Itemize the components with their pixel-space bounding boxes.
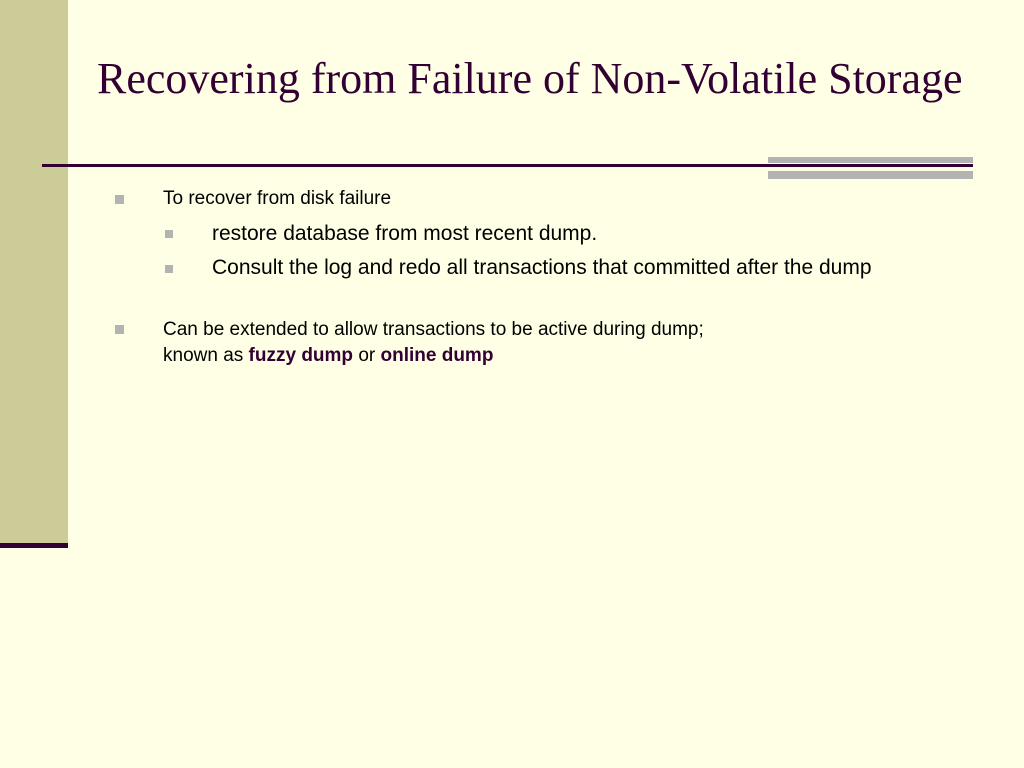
bullet-line-extended: Can be extended to allow transactions to be active during dump; <box>163 319 704 340</box>
bullet-line-known-as <box>163 343 923 369</box>
bullet-square-icon <box>115 325 124 334</box>
accent-bar-bottom <box>768 171 973 179</box>
sub-bullet-square-icon <box>165 265 173 273</box>
title-accent-bars <box>768 157 973 179</box>
sub-bullet-text-consult-log: Consult the log and redo all transactions that committed after the dump <box>212 256 872 279</box>
sub-bullet-square-icon <box>165 230 173 238</box>
bullet-text-fuzzy-dump <box>163 317 923 369</box>
bullet-square-icon <box>115 195 124 204</box>
left-decorative-band <box>0 0 68 547</box>
left-band-rule <box>0 543 68 548</box>
accent-bar-top <box>768 157 973 163</box>
emphasis-online-dump: online dump <box>380 345 494 366</box>
bullet-text-disk-failure: To recover from disk failure <box>163 188 392 209</box>
known-as-prefix: known as <box>163 345 249 366</box>
known-as-or: or <box>353 345 381 366</box>
slide-title: Recovering from Failure of Non-Volatile Storage <box>97 54 963 103</box>
sub-bullet-text-restore: restore database from most recent dump. <box>212 222 598 245</box>
emphasis-fuzzy-dump: fuzzy dump <box>248 345 354 366</box>
